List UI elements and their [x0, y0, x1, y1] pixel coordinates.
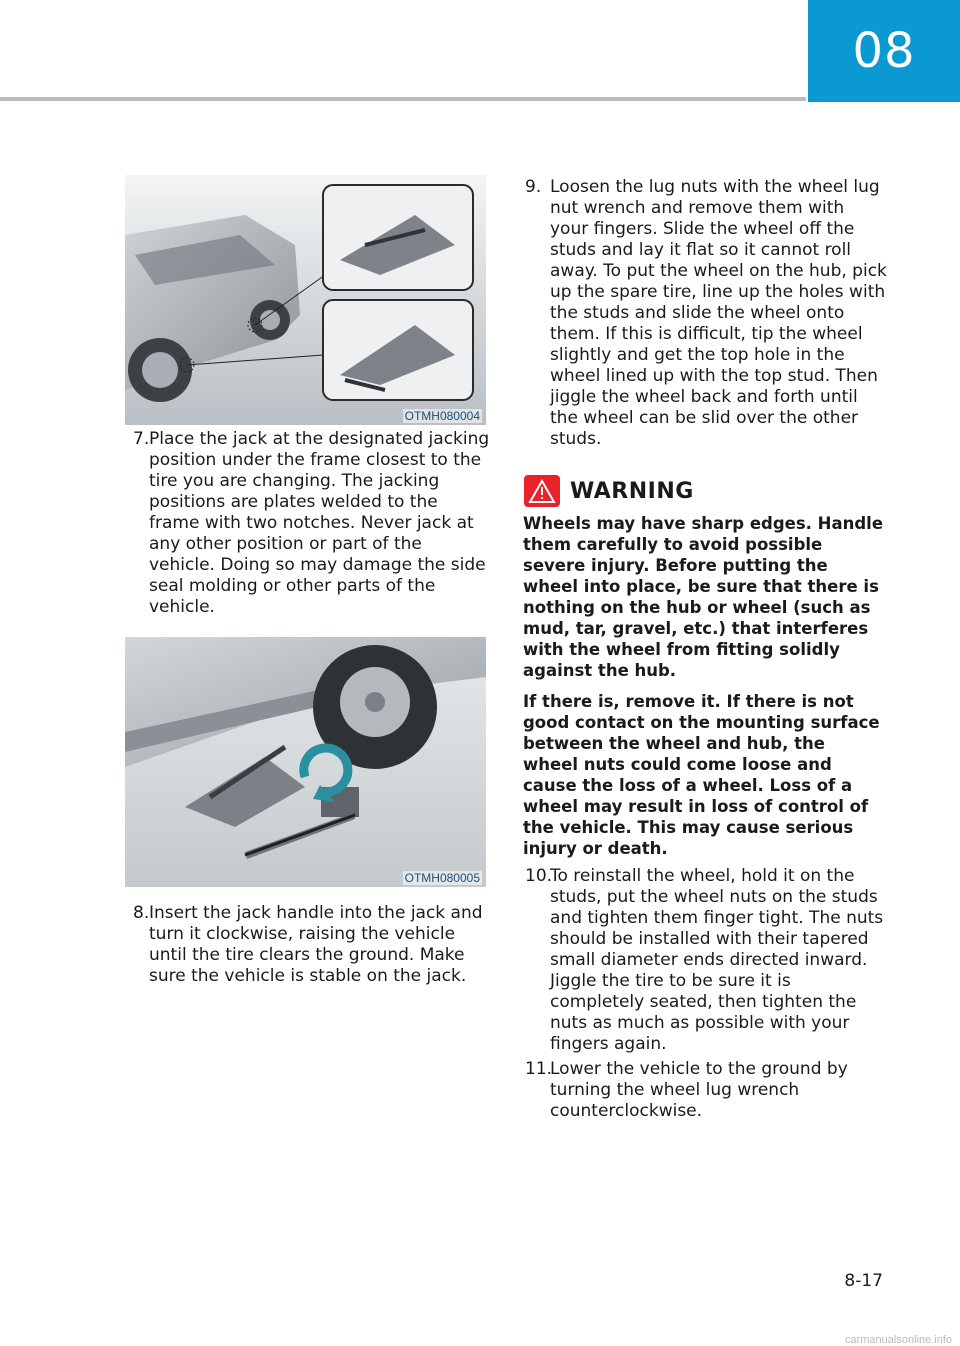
step-number: 7.	[133, 429, 150, 449]
step-8	[133, 903, 493, 987]
warning-body	[523, 513, 885, 869]
step-text: To reinstall the wheel, hold it on the studs, put the wheel nuts on the studs and tighten them finger tight. The nuts should be installed with their tapered small diameter ends directed inward. Jiggle the tire to be sure it is completely seated, then tighten the nuts as much as possible with your fingers again.	[550, 866, 884, 1054]
jack-handle-illustration	[125, 637, 486, 887]
warning-title: WARNING	[570, 478, 694, 504]
warning-header	[524, 475, 694, 507]
warning-paragraph: If there is, remove it. If there is not good contact on the mounting surface between the wheel and hub, the wheel nuts could come loose and cause the loss of a wheel. Loss of a wheel may result in loss of control of the vehicle. This may cause serious injury or death.	[523, 692, 880, 858]
jack-position-illustration	[125, 175, 486, 425]
watermark-text: carmanualsonline.info	[844, 1334, 952, 1346]
step-7	[133, 429, 493, 618]
step-text: Lower the vehicle to the ground by turning the wheel lug wrench counterclockwise.	[550, 1059, 848, 1121]
figure-jack-handle	[125, 637, 486, 887]
figure-jack-position	[125, 175, 486, 425]
step-number: 11.	[525, 1059, 553, 1079]
chapter-tab: 08	[808, 0, 960, 102]
watermark-footer	[0, 1332, 960, 1346]
step-11	[525, 1059, 887, 1122]
figure-code: OTMH080005	[404, 871, 480, 885]
step-text: Insert the jack handle into the jack and turn it clockwise, raising the vehicle until the tire clears the ground. Make sure the vehicle is stable on the jack.	[149, 903, 483, 986]
warning-icon	[524, 475, 560, 507]
step-number: 10.	[525, 866, 553, 886]
step-text: Place the jack at the designated jacking position under the frame closest to the tire you are changing. The jacking positions are plates welded to the frame with two notches. Never jack at any other position or part of the vehicle. Doing so may damage the side seal molding or other parts of the vehicle.	[149, 429, 490, 617]
warning-paragraph: Wheels may have sharp edges. Handle them carefully to avoid possible severe injury. Before putting the wheel into place, be sure that there is nothing on the hub or wheel (such as mud, tar, gravel, etc.) that interferes with the wheel from fitting solidly against the hub.	[523, 514, 884, 680]
figure-code: OTMH080004	[404, 409, 480, 423]
page-number: 8-17	[844, 1271, 883, 1291]
step-number: 8.	[133, 903, 150, 923]
step-number: 9.	[525, 177, 542, 197]
header-rule	[0, 97, 806, 101]
step-10	[525, 866, 887, 1055]
step-text: Loosen the lug nuts with the wheel lug nut wrench and remove them with your fingers. Slide the wheel off the studs and lay it flat so it cannot roll away. To put the wheel on the hub, pick up the spare tire, line up the holes with the studs and slide the wheel onto them. If this is difficult, tip the wheel slightly and get the top hole in the wheel lined up with the top stud. Then jiggle the wheel back and forth until the wheel can be slid over the other studs.	[550, 177, 887, 449]
step-9	[525, 177, 887, 450]
